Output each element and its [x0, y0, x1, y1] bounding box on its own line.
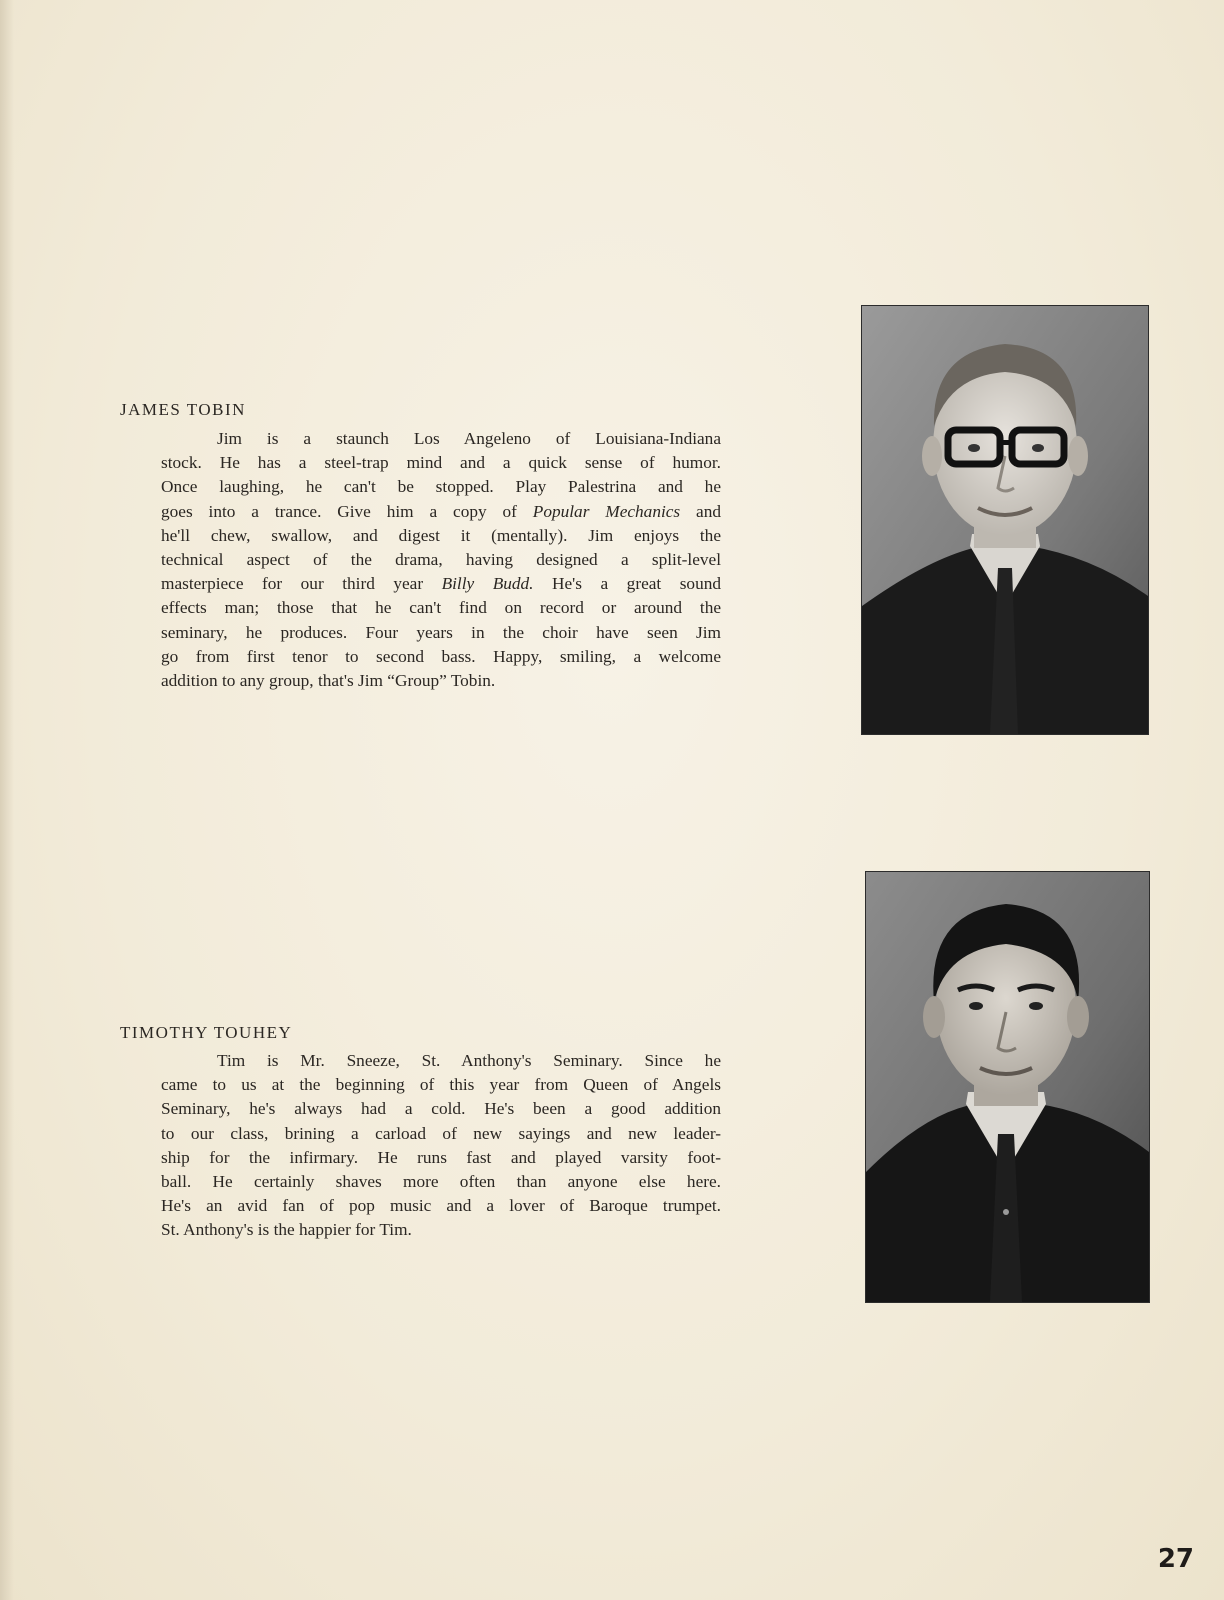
bio-line	[161, 500, 721, 524]
bio-line: He's an avid fan of pop music and a lover of Baroque trumpet.	[161, 1196, 721, 1216]
bio-line: Seminary, he's always had a cold. He's been a good addition	[161, 1099, 721, 1119]
bio-line	[161, 572, 721, 596]
bio-text: He's a great sound	[533, 574, 721, 594]
bio-text: masterpiece for our third year	[161, 574, 442, 594]
portrait-illustration	[866, 872, 1149, 1302]
bio-text: goes into a trance. Give him a copy of	[161, 501, 533, 521]
bio-line: he'll chew, swallow, and digest it (mentally). Jim enjoys the	[161, 525, 721, 545]
bio-line: ball. He certainly shaves more often than anyone else here.	[161, 1172, 721, 1192]
portrait-illustration	[862, 306, 1148, 734]
entry-bio-james-tobin	[161, 427, 721, 693]
portrait-photo-james-tobin	[862, 306, 1148, 734]
entry-bio-timothy-touhey	[161, 1049, 721, 1243]
bio-line: Tim is Mr. Sneeze, St. Anthony's Seminary. Since he	[217, 1051, 721, 1070]
bio-line: came to us at the beginning of this year from Queen of Angels	[161, 1075, 721, 1095]
bio-text: and	[680, 501, 721, 521]
bio-line: St. Anthony's is the happier for Tim.	[161, 1220, 412, 1240]
bio-line: effects man; those that he can't find on record or around the	[161, 598, 721, 618]
bio-line: ship for the infirmary. He runs fast and played varsity foot-	[161, 1147, 721, 1167]
entry-name-timothy-touhey: TIMOTHY TOUHEY	[120, 1023, 293, 1042]
page-number: 27	[1157, 1544, 1194, 1574]
portrait-photo-timothy-touhey	[866, 872, 1149, 1302]
bio-line: seminary, he produces. Four years in the choir have seen Jim	[161, 622, 721, 642]
entry-name-james-tobin: JAMES TOBIN	[120, 400, 246, 419]
bio-line: addition to any group, that's Jim “Group” Tobin.	[161, 671, 496, 691]
bio-line: Once laughing, he can't be stopped. Play Palestrina and he	[161, 477, 721, 497]
bio-line: Jim is a staunch Los Angeleno of Louisiana-Indiana	[217, 429, 721, 448]
bio-line: go from first tenor to second bass. Happy, smiling, a welcome	[161, 646, 721, 666]
bio-italic-title: Popular Mechanics	[532, 501, 681, 521]
bio-italic-title: Billy Budd.	[441, 574, 534, 594]
bio-line: technical aspect of the drama, having designed a split-level	[161, 550, 721, 570]
bio-line: to our class, brining a carload of new sayings and new leader-	[161, 1123, 721, 1143]
bio-line: stock. He has a steel-trap mind and a quick sense of humor.	[161, 453, 721, 473]
